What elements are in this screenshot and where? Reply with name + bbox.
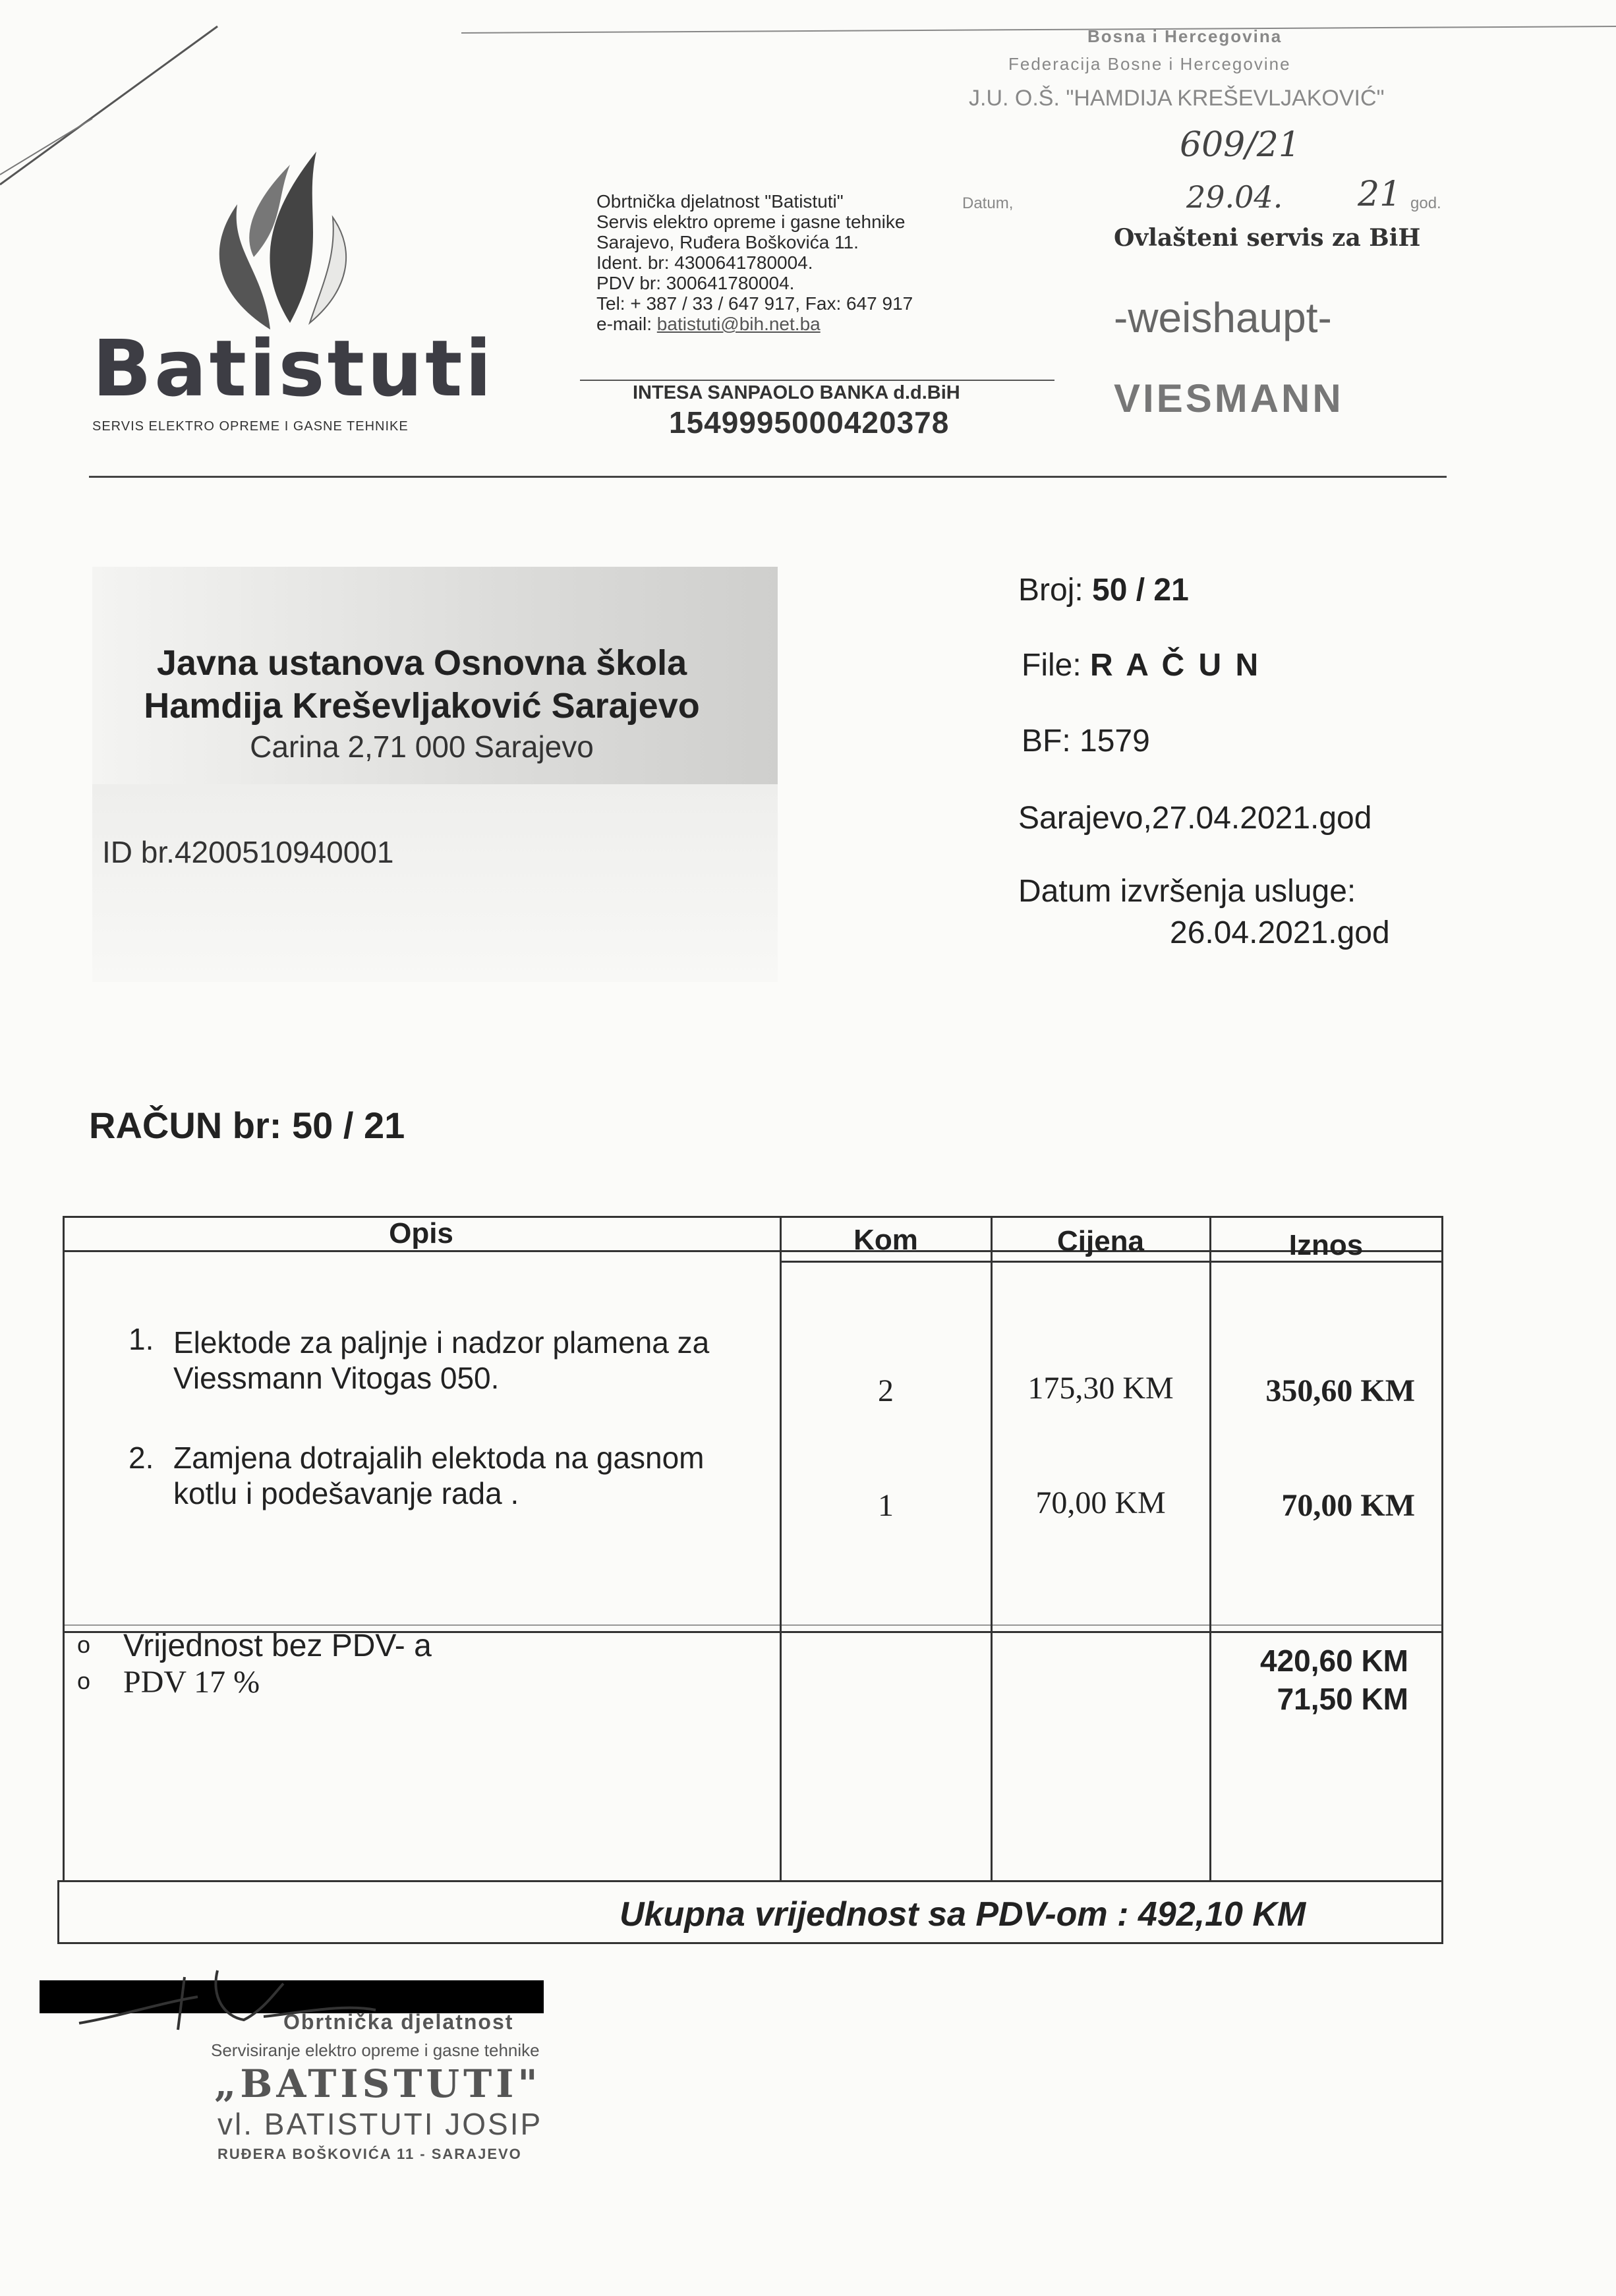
company-logo-text: Batistuti [92,323,494,414]
handwritten-date: 29.04. [1186,179,1283,215]
col-header-kom: Kom [853,1224,918,1256]
stamp-line: RUĐERA BOŠKOVIĆA 11 - SARAJEVO [217,2146,522,2162]
stamp-line: Federacija Bosne i Hercegovine [1008,54,1291,74]
item-desc-line: Zamjena dotrajalih elektoda na gasnom [173,1441,705,1475]
stamp-year-suffix: god. [1410,194,1441,212]
invoice-table [63,1216,1440,1947]
received-stamp [936,26,1476,215]
item-number: 1. [129,1322,154,1356]
bank-divider [580,380,1054,381]
item-desc-line: kotlu i podešavanje rada . [173,1476,519,1510]
grand-total: Ukupna vrijednost sa PDV-om : 492,10 KM [620,1895,1306,1934]
table-rule [780,1216,782,1881]
bf-number: BF: 1579 [1022,724,1150,759]
invoice-title: RAČUN br: 50 / 21 [89,1105,405,1146]
item-number: 2. [129,1441,154,1475]
flame-logo-icon [191,125,362,336]
broj-value: 50 / 21 [1092,573,1189,608]
header-divider [89,476,1447,478]
file-label: File: [1022,648,1091,683]
item-amount: 70,00 KM [1281,1488,1415,1523]
company-info [596,191,913,334]
recipient-line1: Javna ustanova Osnovna škola [156,643,687,683]
handwritten-number: 609/21 [1180,125,1300,165]
item-price: 70,00 KM [1035,1485,1166,1520]
item-desc-line: Elektode za paljnje i nadzor plamena za [173,1325,710,1360]
item-qty: 1 [878,1488,894,1523]
table-rule [57,1880,1441,1882]
stamp-line: „BATISTUTI" [214,2061,542,2106]
company-line: Servis elektro opreme i gasne tehnike [596,212,906,232]
table-rule [991,1216,993,1881]
file-value: R A Č U N [1090,648,1261,683]
viessmann-logo: VIESMANN [1114,376,1344,420]
recipient-id: ID br.4200510940001 [102,835,394,869]
company-line: Ident. br: 4300641780004. [596,252,813,273]
company-line: Obrtnička djelatnost "Batistuti" [596,191,844,212]
company-line: PDV br: 300641780004. [596,273,795,293]
scan-shading [92,784,778,982]
stamp-line: Servisiranje elektro opreme i gasne tehnike [211,2040,540,2060]
table-rule [63,1624,1443,1626]
summary-label-net: Vrijednost bez PDV- a [123,1628,432,1663]
item-price: 175,30 KM [1027,1371,1174,1406]
invoice-number [1018,572,1189,608]
company-line: Sarajevo, Ruđera Boškovića 11. [596,232,859,252]
company-email-line [596,314,913,334]
recipient-line2: Hamdija Kreševljaković Sarajevo [144,686,700,726]
table-rule [1441,1216,1443,1944]
item-qty: 2 [878,1373,894,1408]
table-rule [1209,1216,1211,1881]
company-stamp [198,2010,593,2168]
table-rule [57,1880,59,1943]
bank-account: 1549995000420378 [669,405,950,440]
authorized-service: Ovlašteni servis za BiH [1114,224,1421,252]
email-link[interactable]: batistuti@bih.net.ba [656,314,821,334]
summary-vat-value: 71,50 KM [1277,1682,1408,1716]
summary-label-vat: PDV 17 % [123,1665,260,1700]
stamp-line: vl. BATISTUTI JOSIP [217,2107,543,2141]
col-header-iznos: Iznos [1288,1229,1364,1261]
col-header-cijena: Cijena [1056,1225,1145,1257]
bullet-icon: o [77,1631,91,1658]
recipient-address: Carina 2,71 000 Sarajevo [250,730,594,764]
stamp-line: J.U. O.Š. "HAMDIJA KREŠEVLJAKOVIĆ" [969,86,1385,111]
file-type [1022,647,1261,683]
handwritten-year: 21 [1358,175,1402,214]
service-date: 26.04.2021.god [1170,915,1390,950]
service-date-label: Datum izvršenja usluge: [1018,874,1356,909]
table-rule [57,1942,1441,1944]
stamp-date-label: Datum, [962,194,1014,212]
bank-name: INTESA SANPAOLO BANKA d.d.BiH [633,382,960,403]
col-header-opis: Opis [389,1217,453,1249]
stamp-line: Bosna i Hercegovina [1087,26,1283,46]
company-line: Tel: + 387 / 33 / 647 917, Fax: 647 917 [596,293,913,314]
company-logo-tagline: SERVIS ELEKTRO OPREME I GASNE TEHNIKE [92,419,409,434]
stamp-line: Obrtnička djelatnost [283,2010,514,2034]
weishaupt-logo: -weishaupt- [1114,294,1332,341]
bullet-icon: o [77,1667,91,1694]
item-description [173,1440,705,1511]
place-date: Sarajevo,27.04.2021.god [1018,801,1372,836]
email-label: e-mail: [596,314,657,334]
item-amount: 350,60 KM [1265,1373,1415,1408]
summary-net-value: 420,60 KM [1259,1644,1408,1678]
item-desc-line: Viessmann Vitogas 050. [173,1361,500,1395]
item-description [173,1325,709,1396]
broj-label: Broj: [1018,573,1093,608]
table-rule [63,1216,65,1881]
